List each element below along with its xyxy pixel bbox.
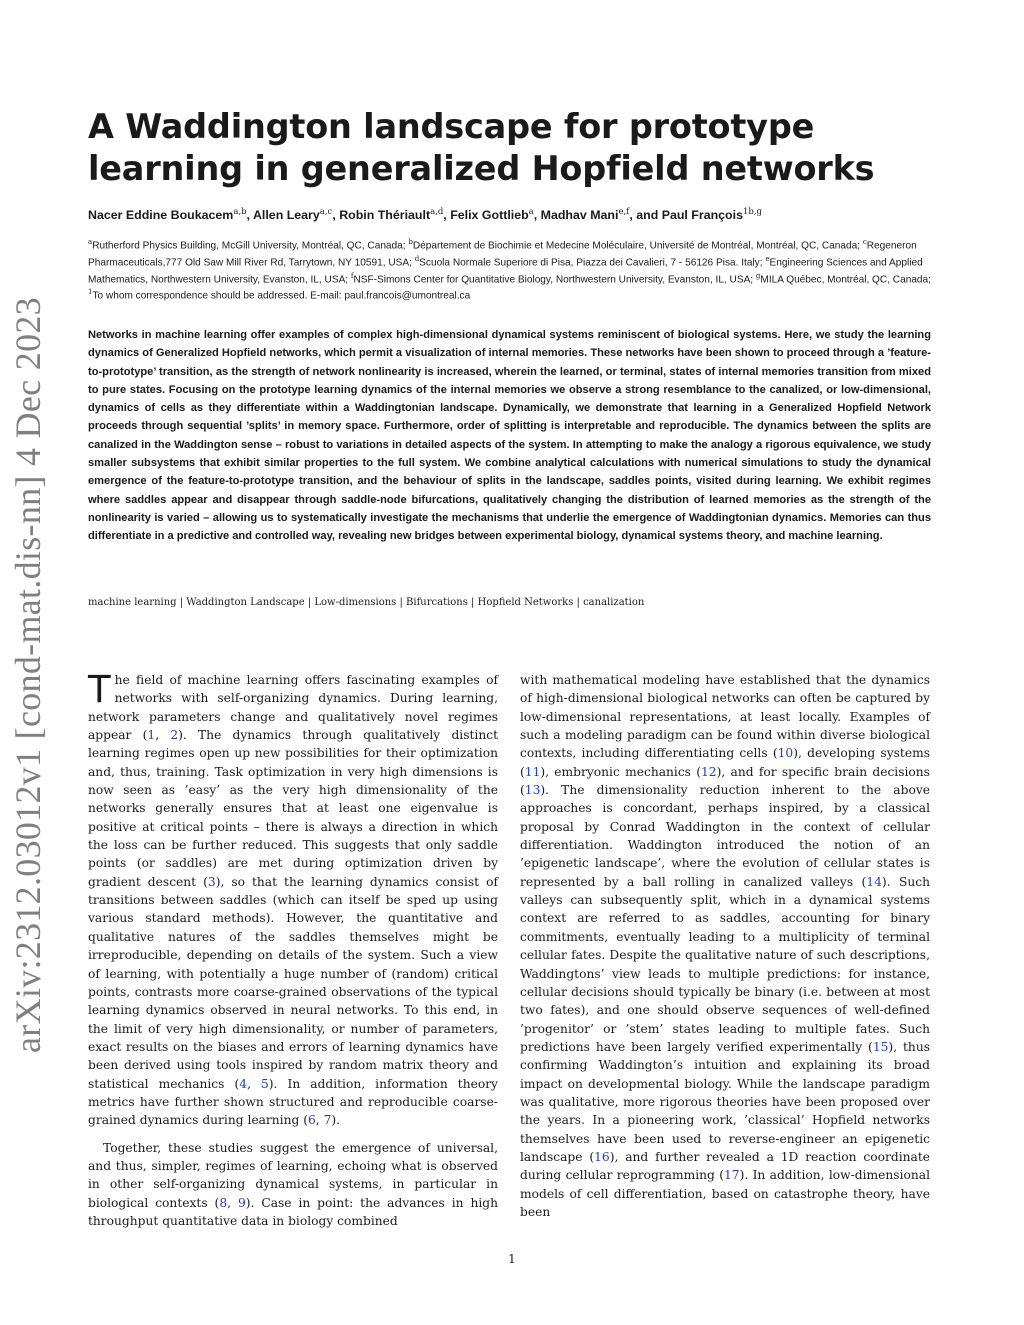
- affiliation-text: Rutherford Physics Building, McGill University, Montréal, QC, Canada;: [92, 240, 409, 252]
- affiliation-marker: a: [88, 238, 93, 246]
- citation-link[interactable]: 11: [524, 764, 541, 779]
- affiliation-marker: 1: [88, 288, 93, 297]
- affiliation-marker: c: [862, 238, 867, 246]
- affiliation-text: Scuola Normale Superiore di Pisa, Piazza dei Cavalieri, 7 - 56126 Pisa. Italy;: [419, 257, 766, 269]
- affiliation-marker: d: [414, 254, 420, 263]
- body-column-left: [88, 668, 499, 1230]
- abstract: Networks in machine learning offer examples of complex high-dimensional dynamical systems reminiscent of biological systems. Here, we study the learning dynamics of Generalized Hopfield networks, which permit a visualization of internal memories. These networks have been shown to proceed through a ’feature-to-prototype’ transition, as the strength of network nonlinearity is increased, wherein the learned, or terminal, states of internal memories transition from mixed to pure states. Focusing on the prototype learning dynamics of the internal memories we observe a strong resemblance to the canalized, or low-dimensional, dynamics of cells as they differentiate within a Waddingtonian landscape. Dynamically, we demonstrate that learning in a Generalized Hopfield Network proceeds through sequential ’splits’ in memory space. Furthermore, order of splitting is interpretable and reproducible. The dynamics between the splits are canalized in the Waddington sense – robust to variations in detailed aspects of the system. In attempting to make the analogy a rigorous equivalence, we study smaller subsystems that exhibit similar properties to the full system. We combine analytical calculations with numerical simulations to study the dynamical emergence of the feature-to-prototype transition, and the behaviour of splits in the landscape, saddles points, visited during learning. We exhibit regimes where saddles appear and disappear through saddle-node bifurcations, qualitatively changing the distribution of learned memories as the strength of the nonlinearity is varied – allowing us to systematically investigate the mechanisms that underlie the emergence of Waddingtonian dynamics. Memories can thus differentiate in a predictive and controlled way, revealing new bridges between experimental biology, dynamical systems theory, and machine learning.: [88, 329, 931, 543]
- body-paragraph: [88, 1139, 498, 1231]
- citation-link[interactable]: 14: [866, 874, 882, 889]
- affiliation-text: Engineering Sciences and Applied Mathematics, Northwestern University, Evanston, IL, USA;: [88, 257, 923, 285]
- body-text: ), and for specific brain decisions (: [520, 764, 930, 798]
- body-text: ), embryonic mechanics (: [540, 764, 701, 779]
- affiliation-marker: b: [408, 238, 413, 246]
- affiliation-list: [88, 236, 948, 303]
- citation-link[interactable]: 10: [777, 746, 794, 761]
- author-list: Nacer Eddine Boukacem$^{a,b}$, Allen Leary$^{a,c}$, Robin Thériault$^{a,d}$, Felix Gottlieb$^a$, Madhav Mani$^{e,f}$, and Paul François$^{1b,g}$: [88, 207, 762, 223]
- body-text: ). In addition, information theory metrics have further shown structured and reproducible coarse-grained dynamics during learning (: [88, 1076, 498, 1128]
- affiliation-marker: e: [765, 254, 770, 263]
- citation-link[interactable]: 1: [147, 728, 156, 743]
- body-text: ,: [315, 1113, 324, 1128]
- citation-link[interactable]: 7: [323, 1113, 332, 1128]
- author-name: Nacer Eddine Boukacem: [88, 208, 234, 223]
- citation-link[interactable]: 5: [260, 1076, 269, 1091]
- body-text: ).: [331, 1113, 341, 1128]
- author-name: Allen Leary: [252, 208, 320, 223]
- body-text: ). In addition, low-dimensional models of cell differentiation, based on catastrophe theory, have been: [520, 1168, 930, 1219]
- page-number: 1: [508, 1252, 516, 1266]
- citation-link[interactable]: 13: [524, 783, 541, 798]
- body-text: with mathematical modeling have established that the dynamics of high-dimensional biological networks can often be captured by low-dimensional representations, at least locally. Examples of such a modeling paradigm can be found within diverse biological contexts, including differentiating cells (: [520, 673, 930, 761]
- body-text: ). Such valleys can subsequently split, which in a dynamical systems context are referred to as saddles, accounting for binary commitments, eventually leading to a multiplicity of terminal cellular fates. Despite the qualitative nature of such descriptions, Waddingtons’ view leads to multiple predictions: for instance, cellular decisions should typically be binary (i.e. between at most two fates), and one should observe sequences of well-defined ’progenitor’ or ’stem’ states leading to multiple fates. Such predictions have been largely verified experimentally (: [520, 874, 930, 1054]
- author-name: Madhav Mani: [540, 208, 619, 223]
- affiliation-text: Département de Biochimie et Medecine Moléculaire, Université de Montréal, Montréal, QC, Canada;: [412, 240, 863, 252]
- body-text: ), developing systems (: [520, 746, 930, 779]
- paper-title: A Waddington landscape for prototype learning in generalized Hopfield networks: [88, 107, 875, 188]
- body-text: ). The dynamics through qualitatively distinct learning regimes open up new possibilities for their optimization and, thus, training. Task optimization in very high dimensions is now seen as ’easy’ as the very high dimensionality of the networks generally ensures that at least one eigenvalue is positive at critical points – there is always a direction in which the loss can be further reduced. This suggests that only saddle points (or saddles) are met during optimization driven by gradient descent (: [88, 728, 499, 889]
- affiliation-text: To whom correspondence should be addressed. E-mail: paul.francois@umontreal.ca: [92, 290, 471, 302]
- body-paragraph: [520, 671, 930, 1221]
- body-paragraph: [88, 668, 499, 1130]
- body-text: ,: [247, 1076, 261, 1091]
- author-affiliation-marker: a,b: [233, 207, 247, 217]
- body-text: ), thus confirming Waddington’s intuition and explaining its broad impact on developmental biology. While the landscape paradigm was qualitative, more rigorous theories have been proposed over the years. In a pioneering work, ’classical’ Hopfield networks themselves have been used to reverse-engineer an epigenetic landscape (: [520, 1039, 931, 1164]
- citation-link[interactable]: 2: [170, 728, 179, 743]
- citation-link[interactable]: 16: [594, 1149, 610, 1164]
- author-name: Felix Gottlieb: [450, 208, 529, 223]
- author-affiliation-marker: a,d: [430, 207, 444, 217]
- author-name: Robin Thériault: [339, 208, 431, 223]
- keywords: machine learning | Waddington Landscape | Low-dimensions | Bifurcations | Hopfield Networks | canalization: [88, 597, 645, 608]
- body-text: Together, these studies suggest the emergence of universal, and thus, simpler, regimes of learning, echoing what is observed in other self-organizing dynamical systems, in particular in biological contexts (: [88, 1140, 498, 1210]
- citation-link[interactable]: 6: [308, 1113, 316, 1128]
- body-text: ). Case in point: the advances in high throughput quantitative data in biology combined: [88, 1195, 498, 1228]
- body-text: ,: [227, 1195, 238, 1210]
- body-column-right: [520, 671, 930, 1221]
- citation-link[interactable]: 8: [219, 1195, 228, 1210]
- drop-cap: T: [88, 668, 111, 711]
- affiliation-marker: g: [755, 271, 761, 280]
- arxiv-identifier-stamp: arXiv:2312.03012v1 [cond-mat.dis-nn] 4 Dec 2023: [8, 297, 48, 1053]
- affiliation-text: Regeneron Pharmaceuticals,777 Old Saw Mill River Rd, Tarrytown, NY 10591, USA;: [88, 240, 917, 269]
- citation-link[interactable]: 9: [237, 1195, 246, 1210]
- affiliation-marker: f: [350, 271, 354, 280]
- body-text: ,: [155, 728, 171, 743]
- citation-link[interactable]: 4: [239, 1076, 248, 1091]
- citation-link[interactable]: 17: [723, 1168, 740, 1183]
- author-affiliation-marker: e,f: [618, 207, 630, 217]
- affiliation-text: MILA Québec, Montréal, QC, Canada;: [760, 273, 931, 285]
- body-text: ), so that the learning dynamics consist of transitions between saddles (which can itself be sped up using various standard methods). However, the quantitative and qualitative natures of the saddles themselves might be irreproducible, depending on details of the system. Such a view of learning, with potentially a huge number of (random) critical points, contrasts more coarse-grained observations of the typical learning dynamics observed in neural networks. To this end, in the limit of very high dimensionality, or number of parameters, exact results on the biases and errors of learning dynamics have been derived using tools inspired by random matrix theory and statistical mechanics (: [88, 874, 498, 1091]
- affiliation-text: NSF-Simons Center for Quantitative Biology, Northwestern University, Evanston, IL, USA;: [353, 273, 756, 285]
- citation-link[interactable]: 12: [701, 764, 717, 779]
- citation-link[interactable]: 15: [872, 1039, 889, 1054]
- author-affiliation-marker: 1b,g: [742, 207, 762, 217]
- author-name: Paul François: [661, 208, 743, 223]
- body-text: ), and further revealed a 1D reaction coordinate during cellular reprogramming (: [520, 1149, 930, 1183]
- body-text: he field of machine learning offers fascinating examples of networks with self-organizing dynamics. During learning, network parameters change and qualitatively novel regimes appear (: [88, 673, 498, 743]
- citation-link[interactable]: 3: [207, 874, 216, 889]
- body-text: ). The dimensionality reduction inherent to the above approaches is concordant, perhaps inspired, by a classical proposal by Conrad Waddington in the context of cellular differentiation. Waddington introduced the notion of an ’epigenetic landscape’, where the evolution of cellular states is represented by a ball rolling in canalized valleys (: [520, 783, 930, 889]
- author-affiliation-marker: a: [528, 207, 534, 217]
- author-affiliation-marker: a,c: [319, 207, 333, 217]
